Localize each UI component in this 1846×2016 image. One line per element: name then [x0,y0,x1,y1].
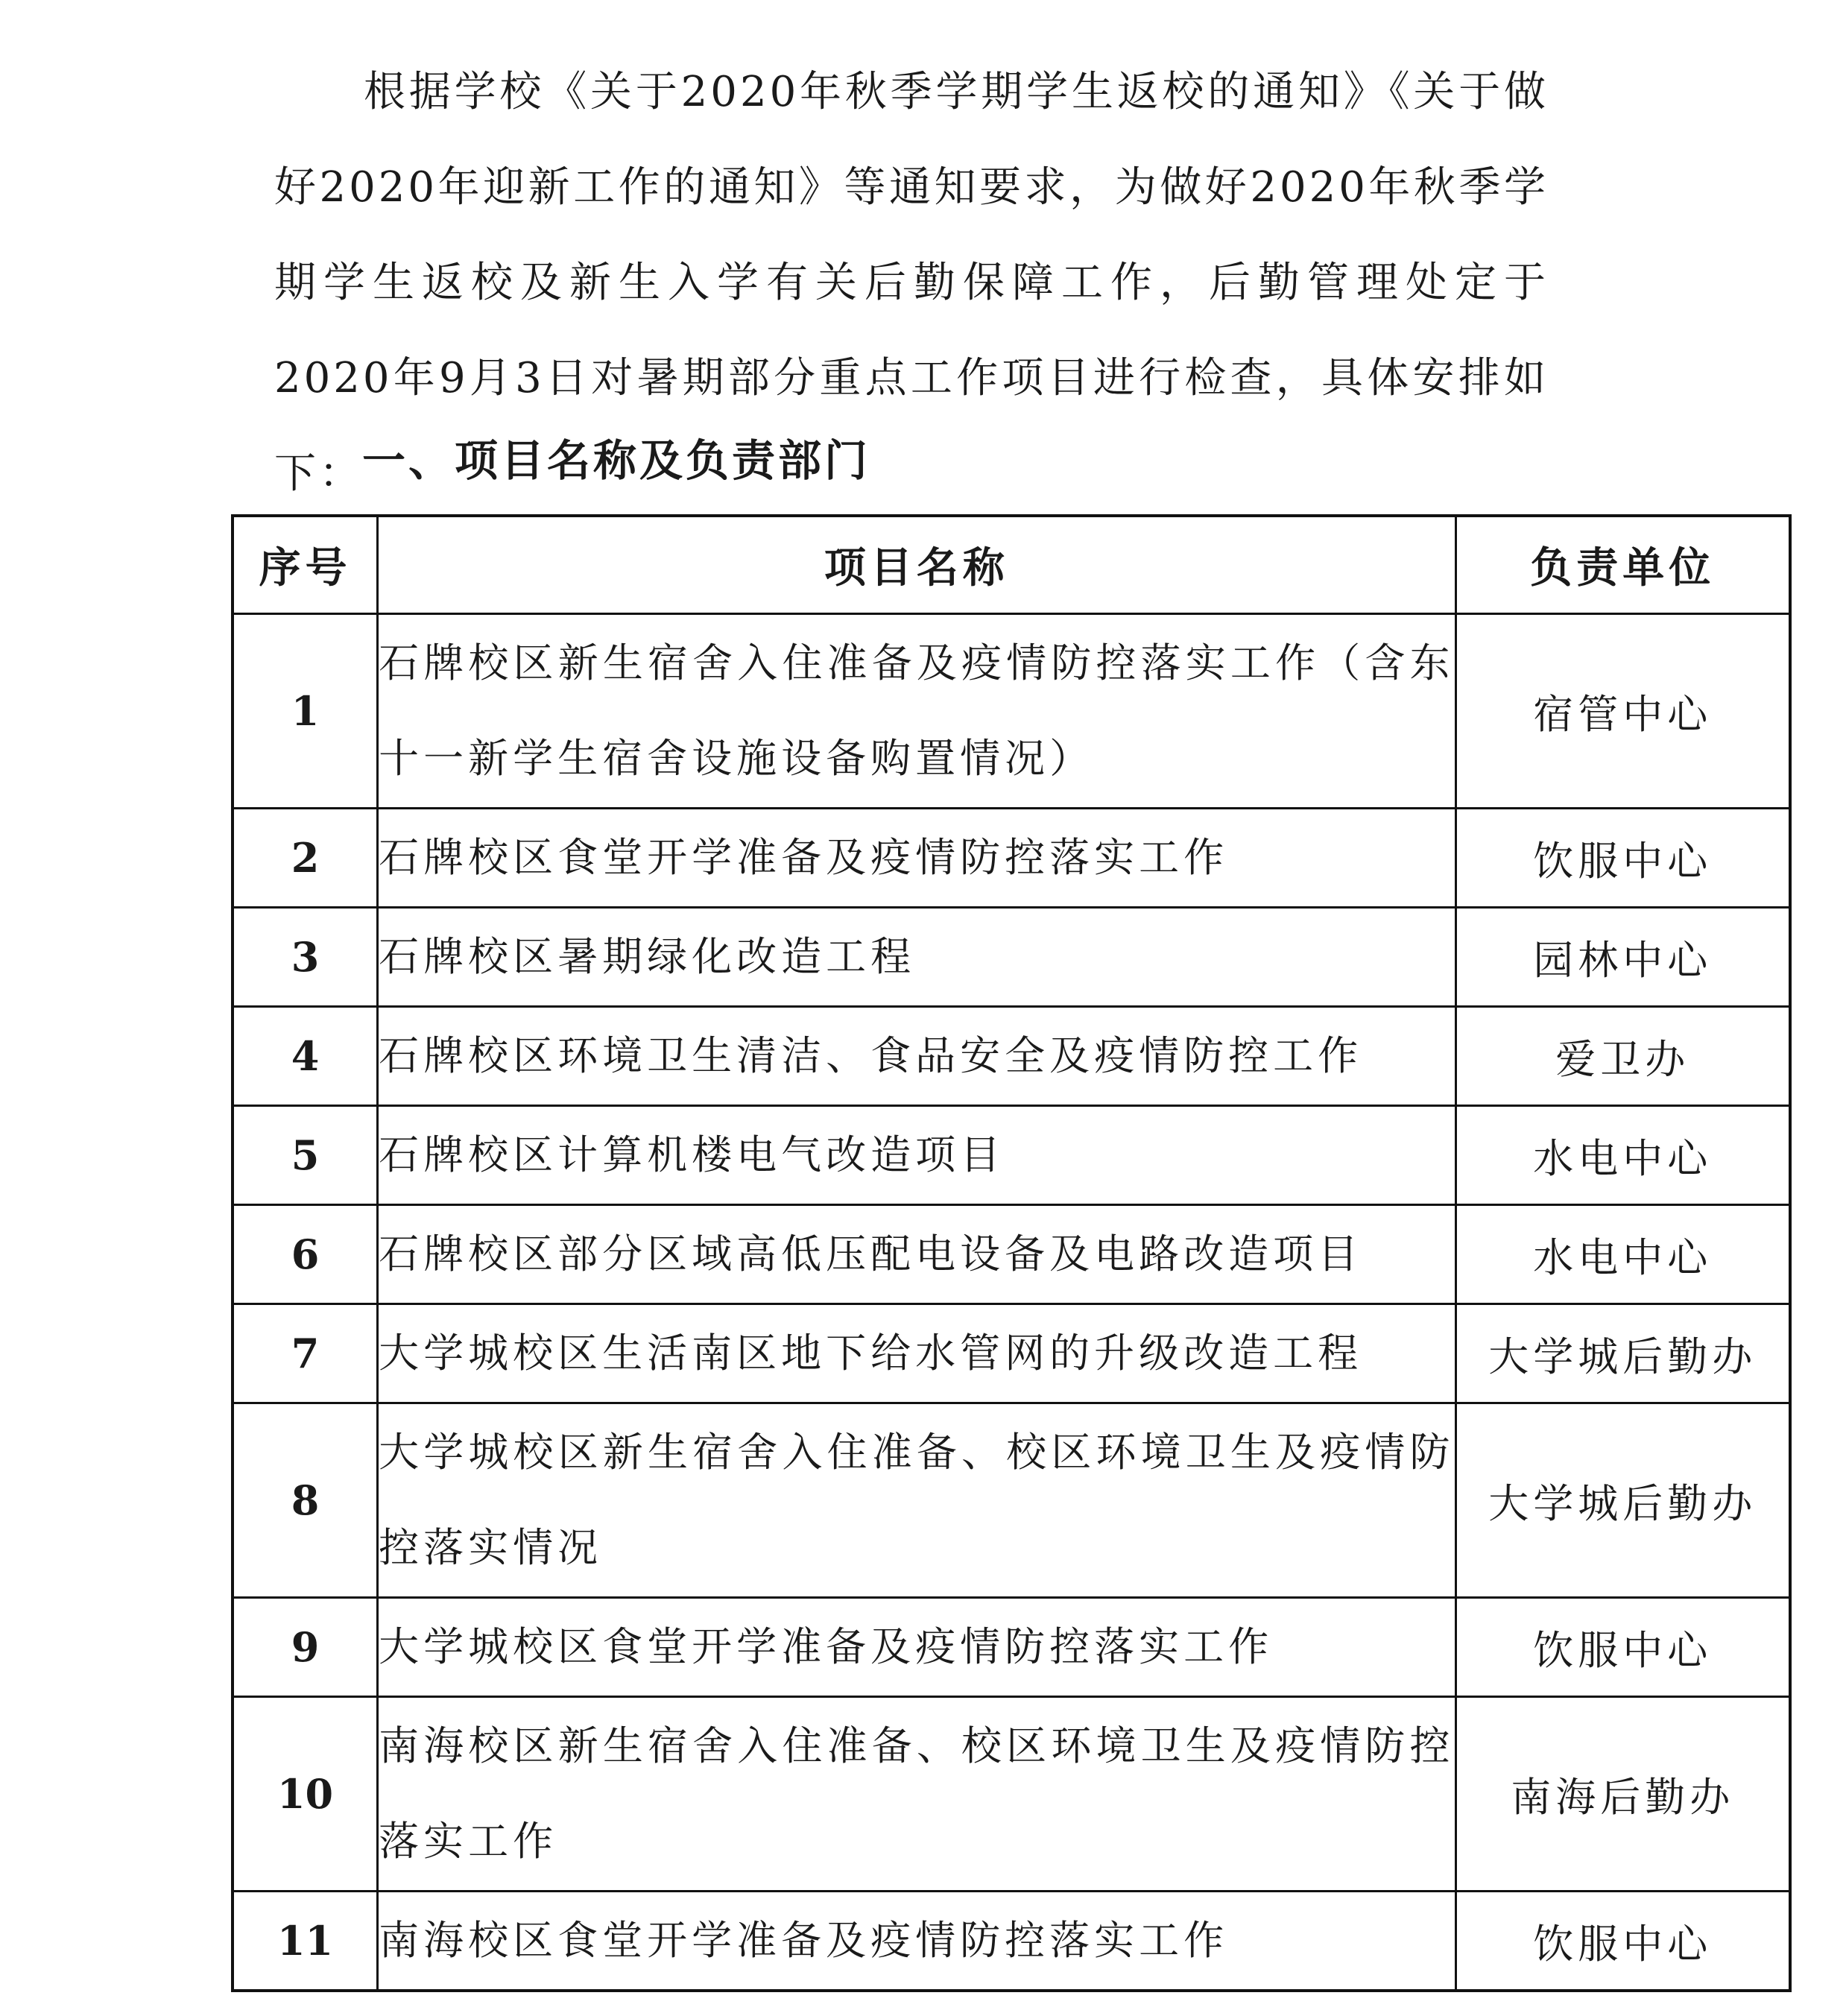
row-project-name: 大学城校区新生宿舍入住准备、校区环境卫生及疫情防控落实情况 [378,1403,1455,1598]
table-header-row [233,516,1790,614]
projects-table [231,514,1792,1992]
row-responsible-unit: 南海后勤办 [1455,1697,1790,1892]
row-number: 3 [233,908,378,1007]
header-responsible-unit: 负责单位 [1455,516,1790,614]
row-number: 1 [233,614,378,809]
table-row [233,1697,1790,1892]
section-heading: 一、项目名称及负责部门 [362,435,871,486]
row-responsible-unit: 大学城后勤办 [1455,1403,1790,1598]
row-number: 8 [233,1403,378,1598]
row-project-name: 南海校区食堂开学准备及疫情防控落实工作 [378,1892,1455,1991]
row-responsible-unit: 饮服中心 [1455,1892,1790,1991]
row-responsible-unit: 饮服中心 [1455,1598,1790,1697]
table-row [233,1304,1790,1403]
row-project-name: 石牌校区暑期绿化改造工程 [378,908,1455,1007]
row-project-name: 石牌校区计算机楼电气改造项目 [378,1106,1455,1205]
row-number: 5 [233,1106,378,1205]
row-number: 7 [233,1304,378,1403]
row-number: 4 [233,1007,378,1106]
row-project-name: 大学城校区生活南区地下给水管网的升级改造工程 [378,1304,1455,1403]
table-row [233,1598,1790,1697]
header-serial-number: 序号 [233,516,378,614]
intro-paragraph: 根据学校《关于2020年秋季学期学生返校的通知》《关于做好2020年迎新工作的通知》等通知要求，为做好2020年秋季学期学生返校及新生入学有关后勤保障工作，后勤管理处定于2020年9月3日对暑期部分重点工作项目进行检查，具体安排如下： [274,68,1549,498]
row-number: 10 [233,1697,378,1892]
table-row [233,809,1790,908]
table-row [233,1007,1790,1106]
row-project-name: 石牌校区环境卫生清洁、食品安全及疫情防控工作 [378,1007,1455,1106]
row-responsible-unit: 饮服中心 [1455,809,1790,908]
table-row [233,614,1790,809]
row-responsible-unit: 水电中心 [1455,1106,1790,1205]
row-responsible-unit: 爱卫办 [1455,1007,1790,1106]
row-project-name: 南海校区新生宿舍入住准备、校区环境卫生及疫情防控落实工作 [378,1697,1455,1892]
header-project-name: 项目名称 [378,516,1455,614]
table-row [233,908,1790,1007]
row-responsible-unit: 园林中心 [1455,908,1790,1007]
row-number: 9 [233,1598,378,1697]
row-project-name: 石牌校区新生宿舍入住准备及疫情防控落实工作（含东十一新学生宿舍设施设备购置情况） [378,614,1455,809]
row-project-name: 石牌校区食堂开学准备及疫情防控落实工作 [378,809,1455,908]
row-number: 2 [233,809,378,908]
row-project-name: 石牌校区部分区域高低压配电设备及电路改造项目 [378,1205,1455,1304]
table-row [233,1106,1790,1205]
table-row [233,1403,1790,1598]
row-number: 11 [233,1892,378,1991]
row-responsible-unit: 水电中心 [1455,1205,1790,1304]
row-project-name: 大学城校区食堂开学准备及疫情防控落实工作 [378,1598,1455,1697]
row-responsible-unit: 大学城后勤办 [1455,1304,1790,1403]
row-number: 6 [233,1205,378,1304]
table-row [233,1205,1790,1304]
row-responsible-unit: 宿管中心 [1455,614,1790,809]
table-row [233,1892,1790,1991]
